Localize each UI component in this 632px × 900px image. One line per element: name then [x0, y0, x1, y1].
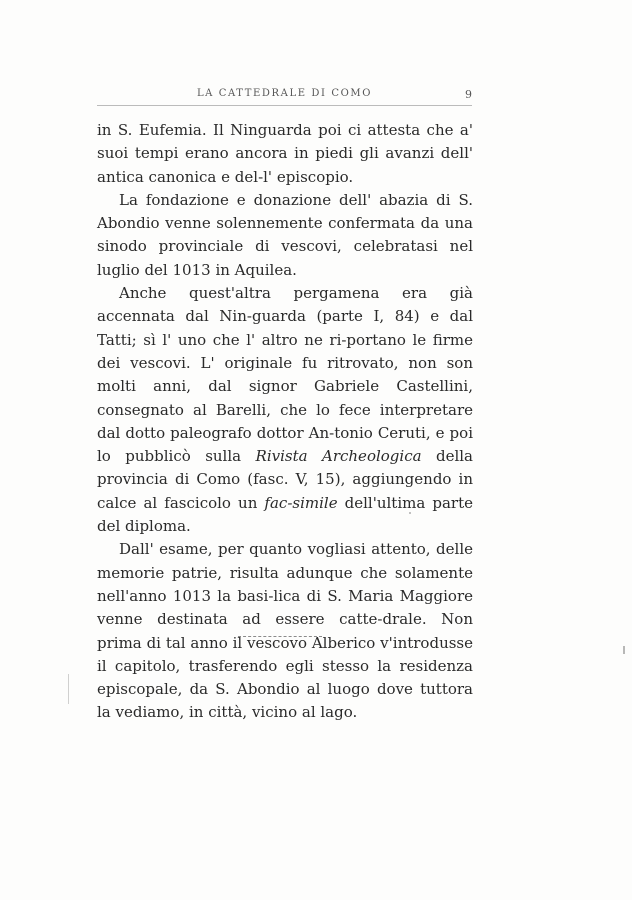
paragraph-3: [97, 282, 473, 538]
paragraph-3-text-a: Anche quest'altra pergamena era già accennata dal Nin-guarda (parte I, 84) e dal Tatti; sì l' uno che l' altro ne ri-portano le firme dei vescovi. L' originale fu ritrovato, non son molti anni, dal signor Gabriele Castellini, consegnato al Barelli, che lo fece interpretare dal dotto paleografo dottor An-tonio Ceruti, e poi lo pubblicò sulla: [97, 284, 473, 466]
header-rule: [97, 105, 472, 106]
running-head: [97, 88, 472, 104]
paragraph-4: Dall' esame, per quanto vogliasi attento, delle memorie patrie, risulta adunque che solamente nell'anno 1013 la basi-lica di S. Maria Maggiore venne destinata ad essere catte-drale. Non prima di tal anno il vescovo Alberico v'introdusse il capitolo, trasferendo egli stesso la residenza episcopale, da S. Abondio al luogo dove tuttora la vediamo, in città, vicino al lago.: [97, 540, 473, 722]
paragraph-1: in S. Eufemia. Il Ninguarda poi ci attesta che a' suoi tempi erano ancora in piedi gli avanzi dell' antica canonica e del-l' episcopio.: [97, 121, 473, 186]
margin-speck: [623, 646, 625, 654]
facsimile-term: fac-simile: [264, 493, 338, 512]
journal-title: Rivista Archeologica: [255, 447, 422, 466]
running-title: LA CATTEDRALE DI COMO: [196, 88, 373, 99]
page-number: 9: [465, 88, 472, 101]
paragraph-3-text-c: dell'ultima parte del diploma.: [97, 493, 473, 536]
closing-rule: [238, 636, 322, 637]
margin-speck: [68, 674, 69, 704]
margin-speck: [409, 512, 411, 514]
paragraph-2: La fondazione e donazione dell' abazia di S. Abondio venne solennemente confermata da una sinodo provinciale di vescovi, celebratasi nel luglio del 1013 in Aquilea.: [97, 190, 473, 279]
paragraph-3-text-b: della provincia di Como (fasc. V, 15), aggiungendo in calce al fascicolo un: [97, 447, 473, 512]
body-text: [97, 119, 473, 725]
